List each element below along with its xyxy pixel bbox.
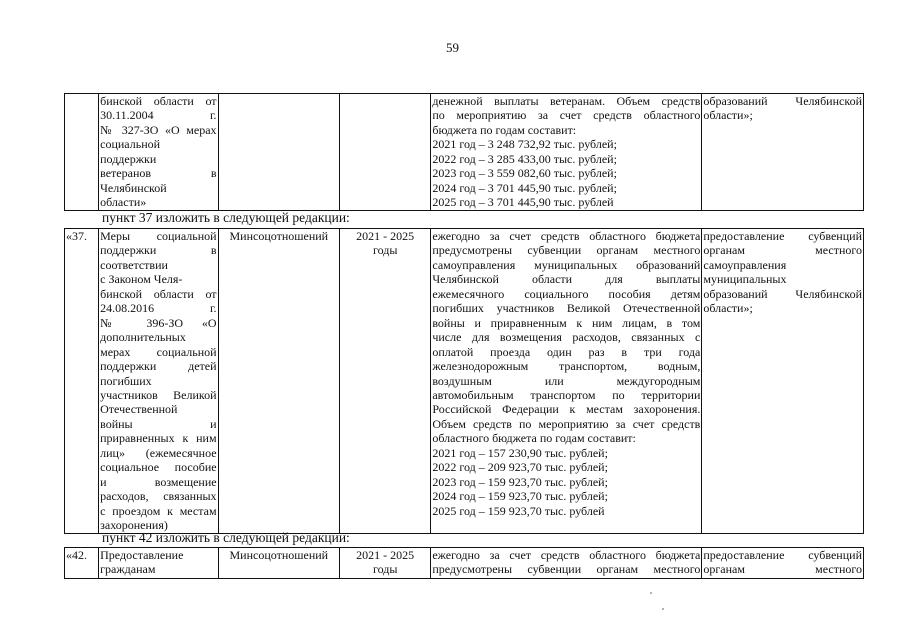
period-cell	[340, 94, 431, 211]
table-row	[65, 94, 864, 211]
text-line: числе для возмещения расходов, связанных с	[432, 330, 701, 345]
text-line: по мероприятию за счет средств областного	[432, 108, 701, 123]
scan-speck	[662, 608, 664, 610]
text-line: № 396-ЗО «О	[100, 315, 217, 330]
executor: Минсоцотношений	[229, 548, 329, 562]
text-line: органам местного	[703, 562, 862, 577]
text-line: органам местного	[703, 243, 862, 258]
text-line: соответствии	[100, 257, 168, 272]
table-item-42	[64, 547, 864, 579]
measure-name-cell	[99, 229, 218, 534]
text-line: самоуправления	[703, 257, 787, 272]
text-line: дополнительных	[100, 330, 186, 345]
text-line: Меры социальной	[100, 229, 217, 243]
description-cell	[431, 229, 702, 534]
text-line: предусмотрены субвенции органам местного	[432, 243, 701, 258]
period-suffix: годы	[372, 562, 398, 577]
text-line: 30.11.2004 г.	[100, 108, 217, 123]
table-row	[65, 229, 864, 534]
executor-cell	[218, 94, 339, 211]
period: 2021 - 2025	[356, 548, 415, 562]
heading-item-37: пункт 37 изложить в следующей редакции:	[102, 210, 350, 225]
text-line: 2021 год – 157 230,90 тыс. рублей;	[432, 445, 608, 460]
text-line: погибших участников Великой Отечественной	[432, 301, 701, 316]
text-line: Российской Федерации к местам захоронения.	[432, 402, 701, 417]
table-continuation	[64, 93, 864, 211]
text-line: социальное пособие	[100, 460, 217, 475]
text-line: погибших	[100, 373, 152, 388]
text-line: гражданам	[100, 562, 156, 577]
text-line: 2024 год – 159 923,70 тыс. рублей;	[432, 489, 608, 504]
text-line: железнодорожным транспортом, водным,	[432, 359, 701, 374]
measure-name-cell	[99, 548, 218, 579]
text-line: № 327-ЗО «О мерах	[100, 122, 217, 137]
text-line: поддержки	[100, 151, 157, 166]
table-row	[65, 548, 864, 579]
text-line: с Законом Челя-	[100, 272, 183, 287]
description-cell	[431, 548, 702, 579]
text-line: 2025 год – 159 923,70 тыс. рублей	[432, 503, 605, 518]
heading-item-42: пункт 42 изложить в следующей редакции:	[102, 530, 350, 545]
text-line: участников Великой	[100, 387, 217, 402]
text-line: войны и	[100, 416, 217, 431]
result-cell	[702, 229, 864, 534]
text-line: области»	[100, 195, 147, 210]
text-line: мерах социальной	[100, 344, 217, 359]
text-line: Челябинской области для выплаты	[432, 272, 701, 287]
text-line: 24.08.2016 г.	[100, 301, 217, 316]
text-line: образований Челябинской	[703, 94, 862, 108]
text-line: войны и приравненным к ним лицам, в том	[432, 315, 701, 330]
number-cell	[65, 94, 99, 211]
text-line: 2022 год – 209 923,70 тыс. рублей;	[432, 460, 608, 475]
text-line: захоронения)	[100, 518, 168, 533]
result-cell	[702, 548, 864, 579]
text-line: области»;	[703, 108, 753, 123]
text-line: 2023 год – 159 923,70 тыс. рублей;	[432, 474, 608, 489]
item-number: «42.	[66, 548, 87, 562]
period-suffix: годы	[372, 243, 398, 258]
text-line: Объем средств по мероприятию за счет средств	[432, 416, 701, 431]
item-number: «37.	[66, 229, 87, 243]
text-line: автомобильным транспортом по территории	[432, 387, 701, 402]
period: 2021 - 2025	[356, 229, 415, 243]
text-line: предоставление субвенций	[703, 548, 862, 562]
description-cell	[431, 94, 702, 211]
page-number: 59	[446, 40, 459, 55]
text-line: муниципальных	[703, 272, 787, 287]
number-cell	[65, 548, 99, 579]
text-line: воздушным или междугородным	[432, 373, 701, 388]
result-cell	[702, 94, 864, 211]
text-line: 2022 год – 3 285 433,00 тыс. рублей;	[432, 151, 617, 166]
text-line: денежной выплаты ветеранам. Объем средств	[432, 94, 701, 108]
text-line: предусмотрены субвенции органам местного	[432, 562, 701, 577]
text-line: ежегодно за счет средств областного бюджета	[432, 229, 701, 243]
text-line: самоуправления муниципальных образований	[432, 257, 701, 272]
text-line: поддержки детей	[100, 359, 217, 374]
executor-cell	[218, 229, 339, 534]
text-line: расходов, связанных	[100, 489, 217, 504]
text-line: области»;	[703, 301, 753, 316]
text-line: ежегодно за счет средств областного бюджета	[432, 548, 701, 562]
text-line: Предоставление	[100, 548, 184, 562]
table-item-37	[64, 228, 864, 534]
scan-speck	[650, 592, 652, 594]
text-line: 2024 год – 3 701 445,90 тыс. рублей;	[432, 180, 617, 195]
text-line: лиц» (ежемесячное	[100, 445, 217, 460]
text-line: и возмещение	[100, 474, 217, 489]
text-line: ветеранов в	[100, 166, 217, 181]
text-line: образований Челябинской	[703, 286, 862, 301]
text-line: 2025 год – 3 701 445,90 тыс. рублей	[432, 195, 614, 210]
text-line: бюджета по годам составит:	[432, 122, 577, 137]
text-line: социальной	[100, 137, 161, 152]
text-line: бинской области от	[100, 94, 217, 108]
text-line: 2023 год – 3 559 082,60 тыс. рублей;	[432, 166, 617, 181]
executor: Минсоцотношений	[229, 229, 329, 243]
text-line: поддержки в	[100, 243, 217, 258]
period-cell	[340, 229, 431, 534]
text-line: Челябинской	[100, 180, 167, 195]
text-line: областного бюджета по годам составит:	[432, 431, 636, 446]
text-line: с проездом к местам	[100, 503, 217, 518]
measure-name-cell	[99, 94, 218, 211]
text-line: бинской области от	[100, 286, 217, 301]
text-line: оплатой проезда один раз в три года	[432, 344, 701, 359]
period-cell	[340, 548, 431, 579]
number-cell	[65, 229, 99, 534]
executor-cell	[218, 548, 339, 579]
text-line: ежемесячного социального пособия детям	[432, 286, 701, 301]
text-line: предоставление субвенций	[703, 229, 862, 243]
text-line: приравненных к ним	[100, 431, 217, 446]
text-line: 2021 год – 3 248 732,92 тыс. рублей;	[432, 137, 617, 152]
text-line: Отечественной	[100, 402, 178, 417]
